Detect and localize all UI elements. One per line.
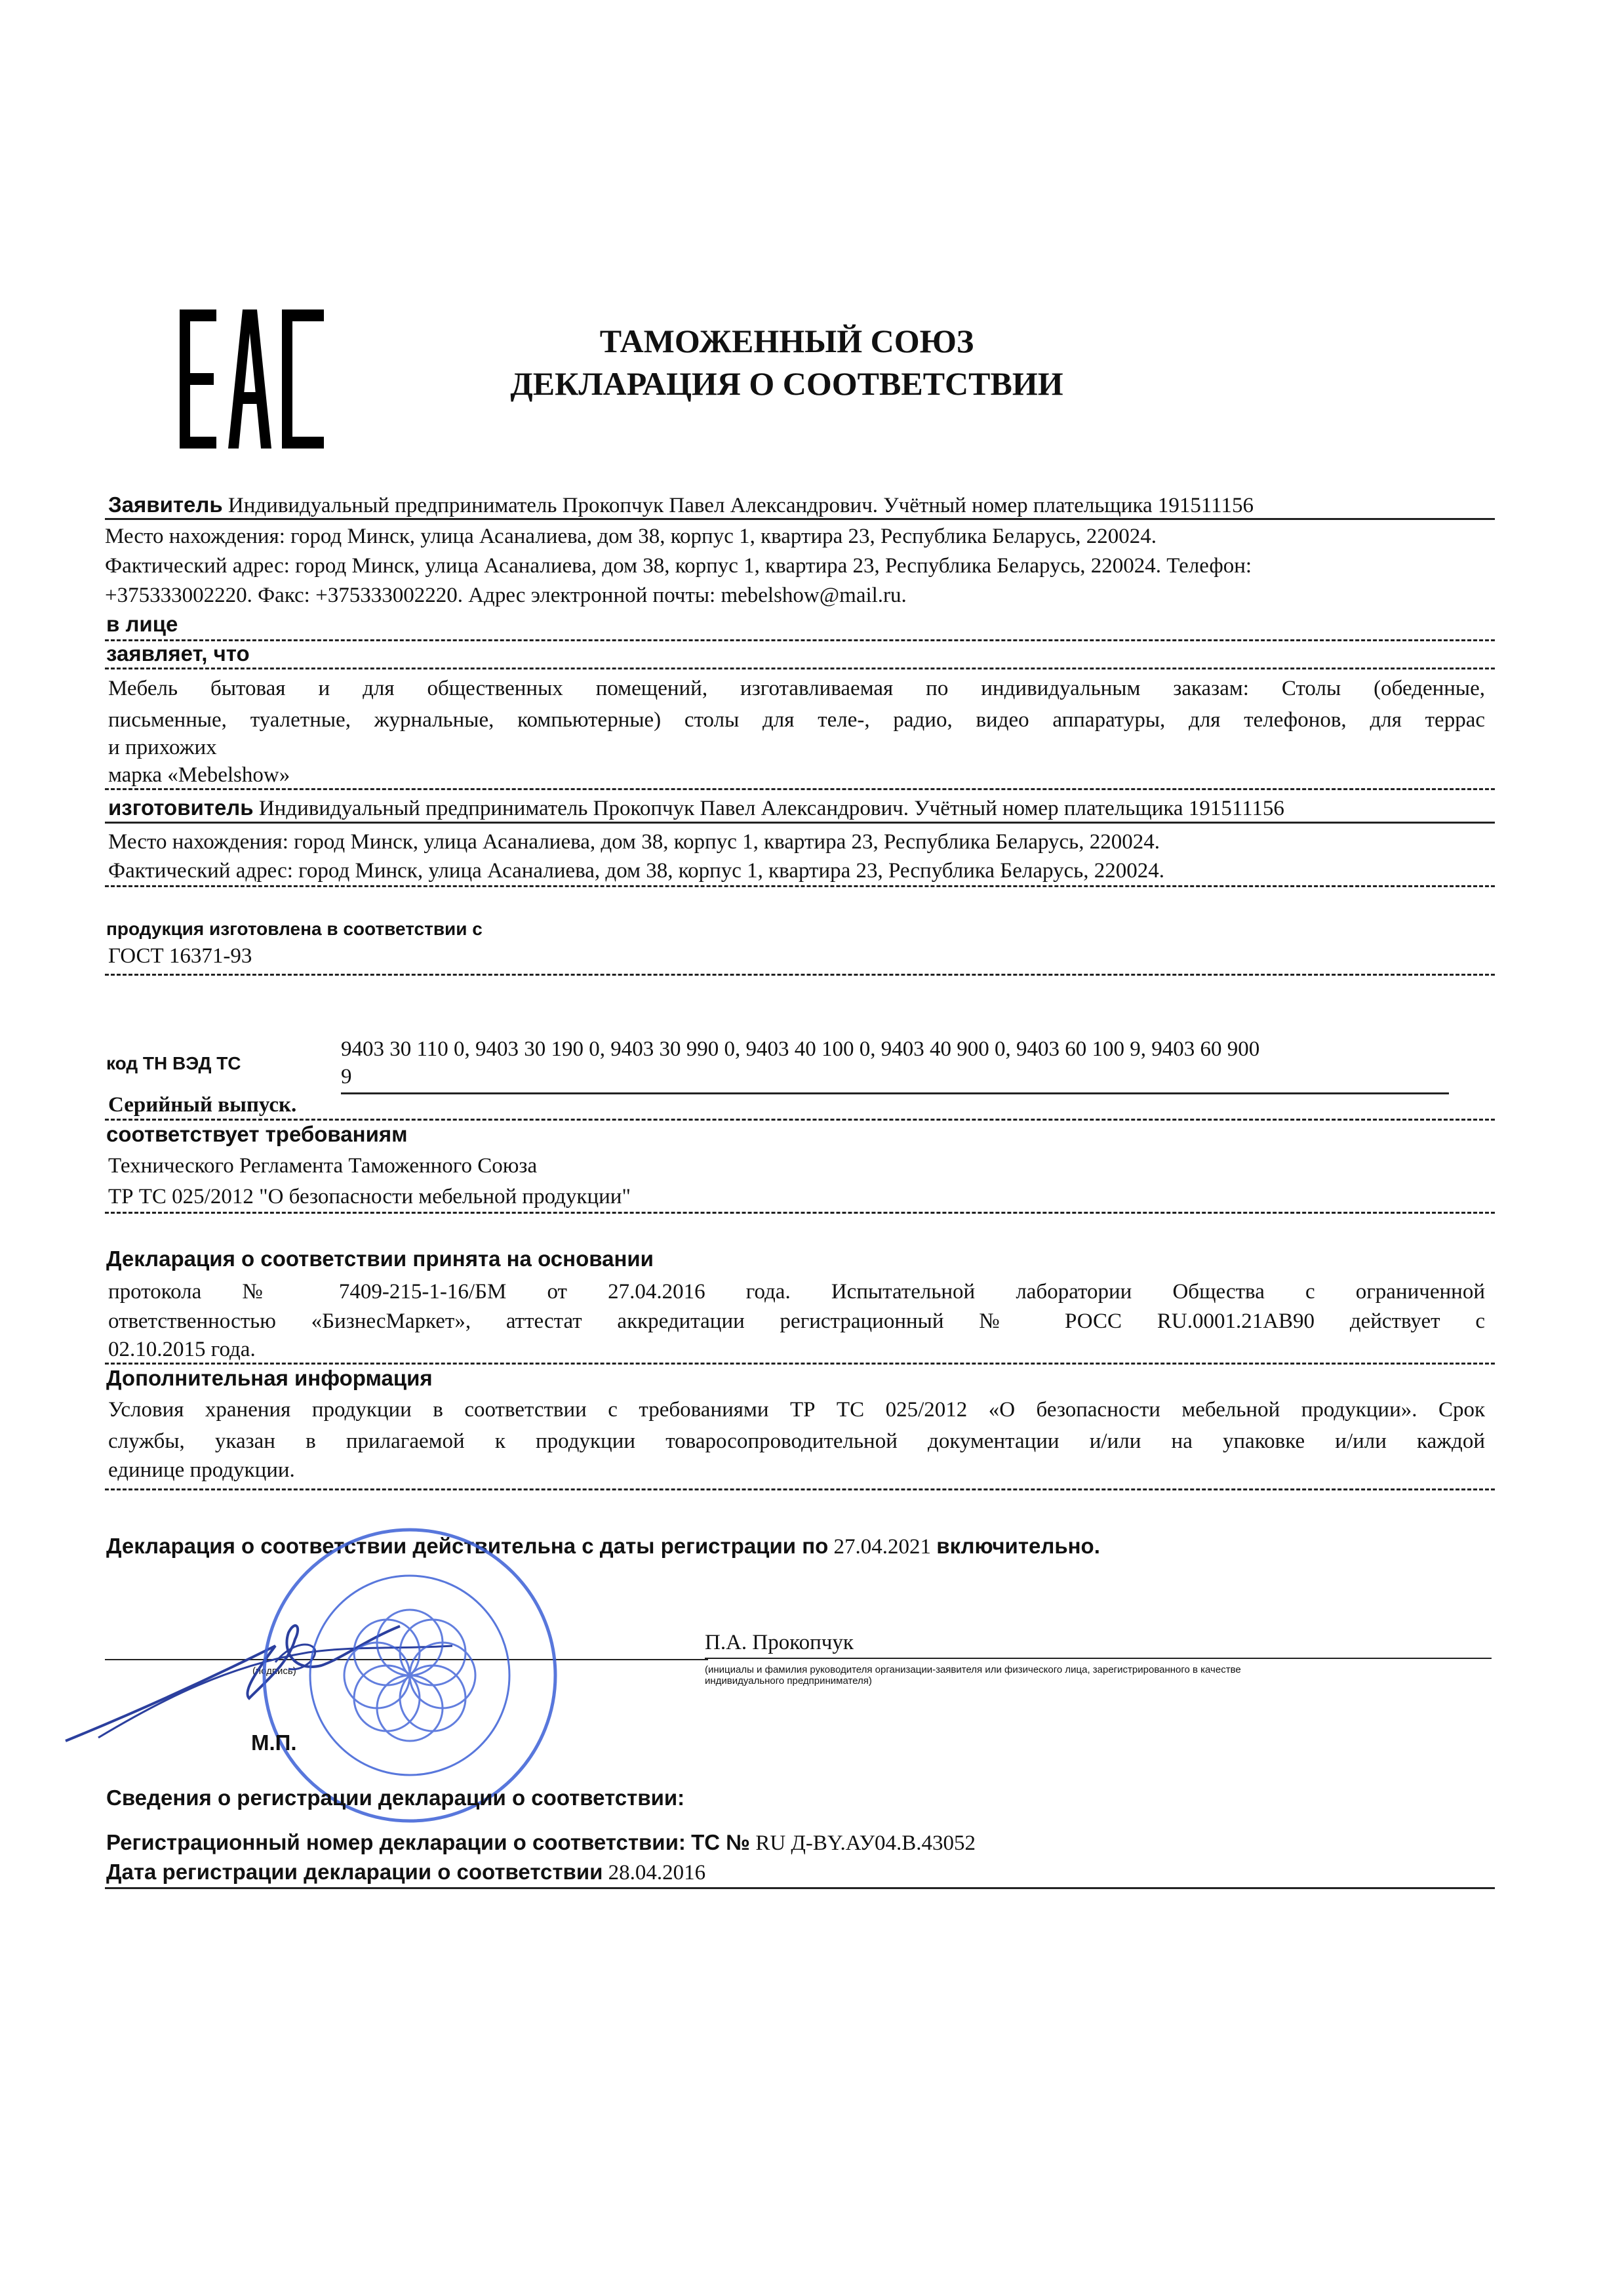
- tn-ved-codes-line1: 9403 30 110 0, 9403 30 190 0, 9403 30 990 0, 9403 40 100 0, 9403 40 900 0, 9403 60 100 9, 9403 60 900: [341, 1037, 1260, 1061]
- additional-line2: службы, указан в прилагаемой к продукции товаросопроводительной документации и/или на упаковке и/или каждой: [108, 1429, 1485, 1453]
- divider: [105, 885, 1495, 887]
- basis-line3: 02.10.2015 года.: [108, 1338, 256, 1361]
- product-description-line2: письменные, туалетные, журнальные, компьютерные) столы для теле-, радио, видео аппаратуры, для телефонов, для террас: [108, 708, 1485, 732]
- divider: [105, 1887, 1495, 1889]
- registration-number-label: Регистрационный номер декларации о соответствии:: [106, 1830, 686, 1854]
- product-description-line3: и прихожих: [108, 736, 217, 759]
- product-description-line1: Мебель бытовая и для общественных помещений, изготавливаемая по индивидуальным заказам: Столы (обеденные,: [108, 677, 1485, 700]
- divider: [341, 1092, 1449, 1094]
- registration-heading: Сведения о регистрации декларации о соответствии:: [106, 1786, 685, 1810]
- applicant-actual-address: Фактический адрес: город Минск, улица Асаналиева, дом 38, корпус 1, квартира 23, Республика Беларусь, 220024. Телефон:: [105, 554, 1252, 578]
- divider: [105, 518, 1495, 520]
- validity-date: 27.04.2021: [833, 1535, 932, 1559]
- header-title-line1: ТАМОЖЕННЫЙ СОЮЗ: [599, 323, 974, 359]
- additional-line1: Условия хранения продукции в соответствии с требованиями ТР ТС 025/2012 «О безопасности мебельной продукции». Срок: [108, 1398, 1485, 1422]
- validity-row: [106, 1533, 1100, 1560]
- registration-date-label: Дата регистрации декларации о соответствии: [106, 1860, 603, 1884]
- divider: [105, 1363, 1495, 1365]
- declares-label: заявляет, что: [106, 641, 250, 666]
- tn-ved-codes-line2: 9: [341, 1065, 352, 1088]
- requirements-regulation: Технического Регламента Таможенного Союза: [108, 1154, 538, 1178]
- eac-logo: [177, 307, 328, 451]
- standard-label: продукция изготовлена в соответствии с: [106, 919, 483, 939]
- divider: [105, 788, 1495, 790]
- registration-number-row: [106, 1829, 976, 1856]
- signatory-name: П.А. Прокопчук: [705, 1631, 854, 1654]
- official-stamp: [259, 1525, 561, 1826]
- divider: [105, 974, 1495, 976]
- registration-number-value: RU Д-BY.АУ04.В.43052: [755, 1831, 976, 1855]
- serial-release: Серийный выпуск.: [108, 1093, 297, 1117]
- brand: марка «Mebelshow»: [108, 763, 290, 787]
- divider: [105, 639, 1495, 641]
- divider: [105, 1488, 1495, 1490]
- requirements-standard: ТР ТС 025/2012 "О безопасности мебельной продукции": [108, 1185, 631, 1208]
- signatory-caption-line1: (инициалы и фамилия руководителя организации-заявителя или физического лица, зарегистрированного в качестве: [705, 1664, 1241, 1675]
- applicant-name: Индивидуальный предприниматель Прокопчук Павел Александрович. Учётный номер плательщика 191511156: [228, 494, 1254, 517]
- additional-label: Дополнительная информация: [106, 1366, 433, 1390]
- divider: [105, 822, 1495, 824]
- basis-line1: протокола № 7409-215-1-16/БМ от 27.04.2016 года. Испытательной лаборатории Общества с ограниченной: [108, 1280, 1485, 1304]
- standard-value: ГОСТ 16371-93: [108, 944, 252, 968]
- validity-prefix: Декларация о соответствии действительна с даты регистрации по: [106, 1534, 829, 1558]
- registration-number-prefix: ТС №: [691, 1830, 751, 1854]
- requirements-label: соответствует требованиям: [106, 1122, 408, 1146]
- applicant-row: [108, 492, 1254, 519]
- applicant-label: Заявитель: [108, 492, 223, 517]
- applicant-contacts: +375333002220. Факс: +375333002220. Адрес электронной почты: mebelshow@mail.ru.: [105, 584, 907, 607]
- divider: [105, 668, 1495, 669]
- stamp-place-label: М.П.: [251, 1730, 297, 1755]
- additional-line3: единице продукции.: [108, 1458, 295, 1482]
- signature-caption: (подпись): [252, 1666, 296, 1677]
- manufacturer-name: Индивидуальный предприниматель Прокопчук Павел Александрович. Учётный номер плательщика 191511156: [258, 797, 1284, 820]
- header-title-line2: ДЕКЛАРАЦИЯ О СООТВЕТСТВИИ: [510, 365, 1063, 402]
- applicant-location: Место нахождения: город Минск, улица Асаналиева, дом 38, корпус 1, квартира 23, Республика Беларусь, 220024.: [105, 525, 1157, 548]
- manufacturer-actual-address: Фактический адрес: город Минск, улица Асаналиева, дом 38, корпус 1, квартира 23, Республика Беларусь, 220024.: [108, 859, 1165, 883]
- in-person-label: в лице: [106, 612, 178, 636]
- signatory-line: [705, 1658, 1492, 1659]
- divider: [105, 1212, 1495, 1214]
- registration-date-value: 28.04.2016: [608, 1861, 706, 1885]
- manufacturer-row: [108, 795, 1284, 822]
- divider: [105, 1119, 1495, 1121]
- manufacturer-location: Место нахождения: город Минск, улица Асаналиева, дом 38, корпус 1, квартира 23, Республика Беларусь, 220024.: [108, 830, 1160, 854]
- basis-line2: ответственностью «БизнесМаркет», аттестат аккредитации регистрационный № РОСС RU.0001.21АВ90 действует с: [108, 1309, 1485, 1333]
- validity-suffix: включительно.: [936, 1534, 1100, 1558]
- registration-date-row: [106, 1859, 705, 1886]
- tn-ved-label: код ТН ВЭД ТС: [106, 1053, 241, 1073]
- signatory-caption-line2: индивидуального предпринимателя): [705, 1675, 872, 1686]
- basis-label: Декларация о соответствии принята на основании: [106, 1247, 654, 1271]
- manufacturer-label: изготовитель: [108, 795, 254, 820]
